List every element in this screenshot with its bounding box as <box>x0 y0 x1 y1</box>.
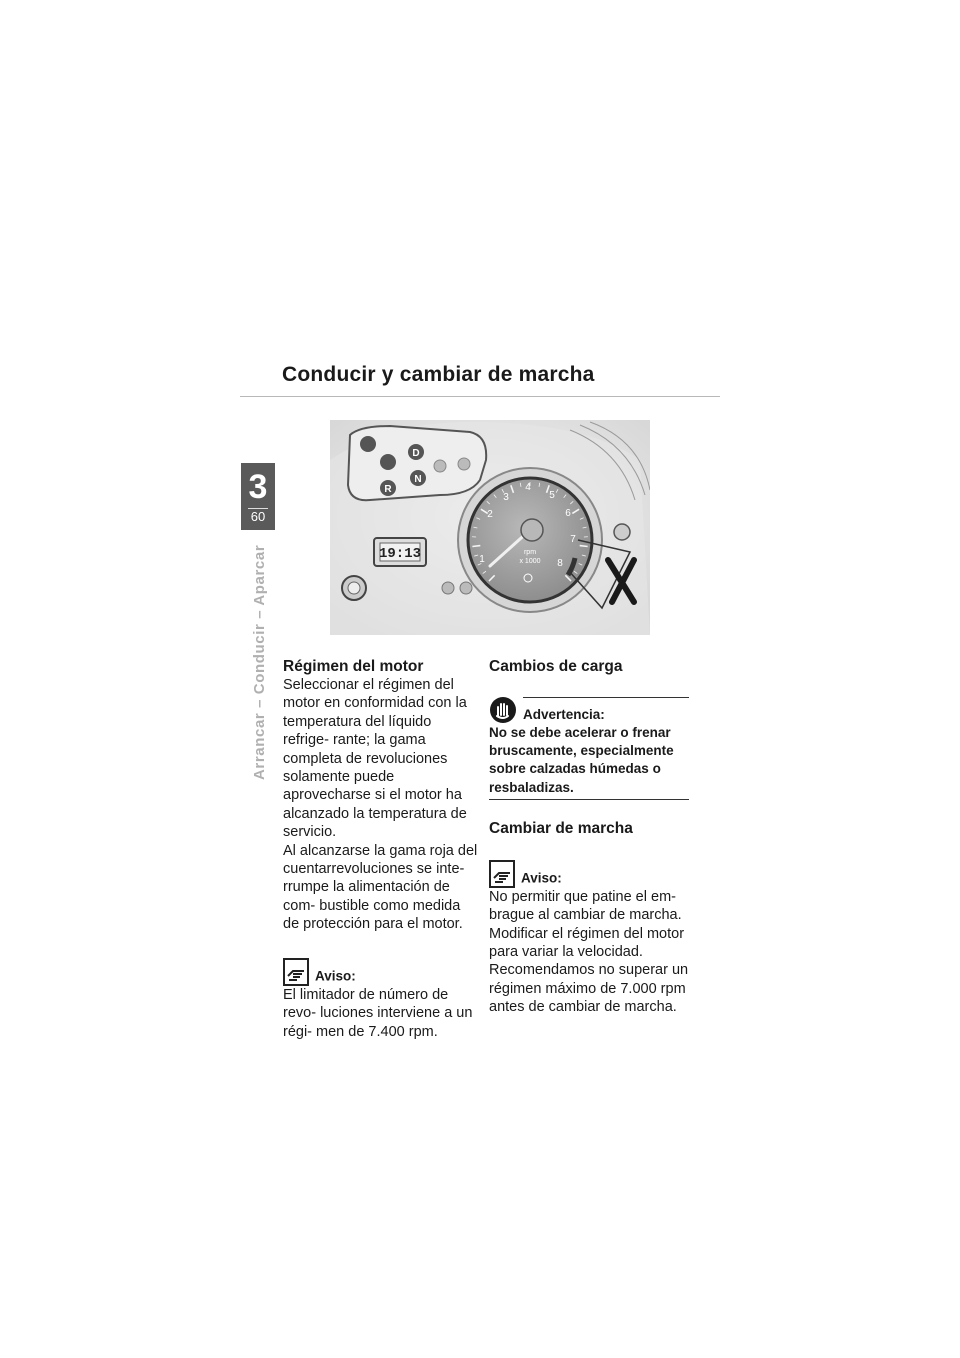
note-hand-icon <box>489 860 515 888</box>
heading-engine-speed: Régimen del motor <box>283 658 424 675</box>
warning-hand-icon <box>489 696 517 724</box>
gauge-number: 8 <box>557 558 563 569</box>
gauge-tick <box>580 546 588 547</box>
indicator-letter: N <box>414 474 422 485</box>
left-column <box>283 658 478 1041</box>
note-text: No permitir que patine el em- brague al cambiar de marcha. Modificar el régimen del motor para variar la velocidad. Recomendamos no superar un régimen máximo de 7.000 rpm antes de cambiar de marcha. <box>489 888 689 1016</box>
gauge-tick <box>472 546 480 547</box>
gauge-number: 5 <box>549 490 555 501</box>
warning-top-rule <box>523 697 689 698</box>
warning-block <box>489 696 689 800</box>
warning-text: No se debe acelerar o frenar bruscamente, especialmente sobre calzadas húmedas o resbaladizas. <box>489 725 674 795</box>
indicator-letter: R <box>384 484 392 495</box>
gauge-scale: x 1000 <box>519 558 541 565</box>
chapter-number: 3 <box>248 468 268 506</box>
instrument-cluster-figure <box>330 420 650 635</box>
heading-shift-gears: Cambiar de marcha <box>489 819 633 837</box>
warning-title: Advertencia: <box>523 706 605 722</box>
title-divider <box>240 396 720 397</box>
rev-limit-paragraph: Al alcanzarse la gama roja del cuentarrevoluciones se inte- rrumpe la alimentación de com- bustible como medida de protección para el motor. <box>283 842 478 933</box>
note-text: El limitador de número de revo- luciones interviene a un régi- men de 7.400 rpm. <box>283 986 473 1040</box>
heading-load-changes: Cambios de carga <box>489 658 623 675</box>
indicator-light <box>458 458 470 470</box>
trip-knob <box>614 524 630 540</box>
clock-readout: 19:13 <box>378 546 422 562</box>
side-chapter-title: Arrancar – Conducir – Aparcar <box>251 544 268 780</box>
page-number: 60 <box>250 509 266 524</box>
indicator-light <box>380 454 396 470</box>
page-title: Conducir y cambiar de marcha <box>282 363 595 386</box>
indicator-lamp <box>442 582 454 594</box>
note-title: Aviso: <box>315 968 356 984</box>
chapter-tab <box>241 463 275 530</box>
note-title: Aviso: <box>521 870 562 886</box>
indicator-lamp <box>460 582 472 594</box>
needle-hub <box>521 519 543 541</box>
gauge-number: 6 <box>565 508 571 519</box>
gauge-number: 2 <box>487 509 493 520</box>
indicator-light <box>434 460 446 472</box>
indicator-light <box>360 436 376 452</box>
right-column <box>489 658 689 1017</box>
note-block <box>489 860 689 1017</box>
gauge-number: 3 <box>503 492 509 503</box>
note-hand-icon <box>283 958 309 986</box>
gauge-number: 1 <box>479 554 485 565</box>
engine-speed-paragraph: Seleccionar el régimen del motor en conformidad con la temperatura del líquido refrige- rante; la gama completa de revoluciones solamente puede aprovecharse si el motor ha alcanzado la temperatura de servicio. <box>283 677 467 841</box>
note-block <box>283 958 478 1041</box>
reset-knob-center <box>348 582 360 594</box>
gauge-unit: rpm <box>523 549 537 556</box>
gauge-number: 4 <box>525 482 531 493</box>
gauge-number: 7 <box>570 534 576 545</box>
indicator-letter: D <box>412 448 420 459</box>
